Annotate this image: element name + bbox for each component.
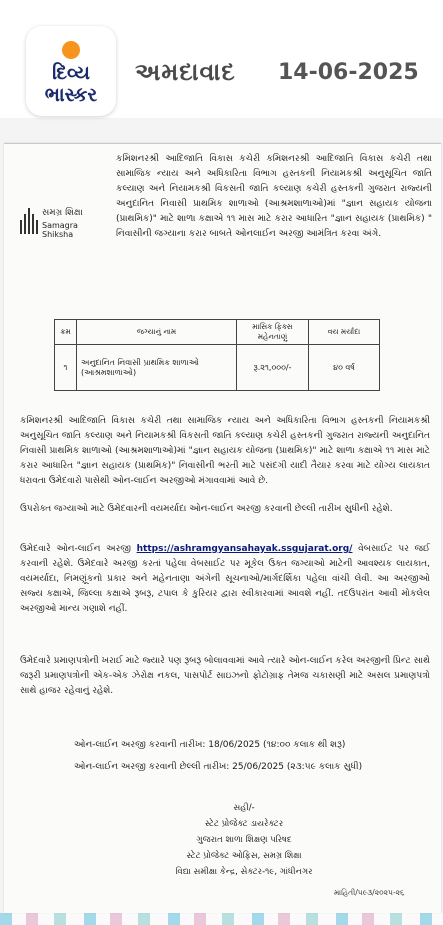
table-header-cell: જગ્યાનું નામ xyxy=(77,320,237,345)
application-end-date: ઓન-લાઈન અરજી કરવાની છેલ્લી તારીખ: 25/06/2025 (૨૩:૫૯ કલાક સુધી) xyxy=(74,762,363,772)
notice-paragraph-2: ઉપરોક્ત જગ્યાઓ માટે ઉમેદવારની વયમર્યાદા ઓન-લાઈન અરજી કરવાની છેલ્લી તારીખ સુધીની રહેશે. xyxy=(20,504,393,514)
table-header-cell: વય મર્યાદા xyxy=(309,320,380,345)
application-website-link[interactable]: https://ashramgyansahayak.ssgujarat.org/ xyxy=(136,544,353,554)
signatory-address: વિદ્યા સમીક્ષા કેન્દ્ર, સેક્ટર-૧૯, ગાંધીનગર xyxy=(175,867,313,877)
notice-reference-number: માહિતી/૫૯૩/૨૦૨૫-૨૬ xyxy=(334,888,405,897)
table-header-cell: ક્રમ xyxy=(55,320,77,345)
signatory-council: ગુજરાત શાળા શિક્ષણ પરિષદ xyxy=(196,835,292,845)
edition-date: 14-06-2025 xyxy=(278,60,419,85)
post-details-table xyxy=(54,319,380,391)
divya-bhaskar-logo[interactable] xyxy=(26,26,116,116)
notice-paragraph-3 xyxy=(20,542,430,617)
paragraph-3-body: વેબસાઈટ પર જઈ કરવાની રહેશે. ઉમેદવારે અરજી કરતાં પહેલા વેબસાઈટ પર મૂકેલ ઉક્ત જગ્યાઓ માટેની આવશ્યક લાયકાત, વયમર્યાદા, નિમણૂંકનો પ્રકાર અને મહેનતાણા અંગેની સૂચનાઓ/માર્ગદર્શિકા પહેલા વાંચી લેવી. આ અરજીઓ સજ્ય કક્ષાએ, જિલ્લા કક્ષાએ રૂબરૂ, ટપાલ કે કુરિયર દ્વારા સ્વીકારવામાં આવશે નહીં. તદઉપરાંત આવી મોકલેલ અરજીઓ માન્ય ગણાશે નહીં. xyxy=(20,544,430,614)
advertisement-notice xyxy=(4,143,441,913)
edition-city: અમદાવાદ xyxy=(135,58,236,86)
paragraph-3-lead: ઉમેદવારે ઓન-લાઈન અરજી xyxy=(20,544,131,554)
signatory-office: સ્ટેટ પ્રોજેક્ટ ઓફિસ, સમગ્ર શિક્ષા xyxy=(186,851,302,861)
table-cell-pay: રૂ.૨૧,૦૦૦/- xyxy=(237,345,309,391)
notice-subject: કમિશનરશ્રી આદિજાતિ વિકાસ કચેરી કમિશનરશ્રી આદિજાતિ વિકાસ કચેરી તથા સામાજિક ન્યાય અને અધિકારિતા વિભાગ હસ્તકની નિયામકશ્રી અનુસૂચિત જાતિ કલ્યાણ અને નિયામકશ્રી વિકસતી જાતિ કલ્યાણ કચેરી હસ્તકની ગુજરાત રાજ્યની અનુદાનિત નિવાસી પ્રાથમિક શાળાઓ (આશ્રમશાળાઓ)માં "જ્ઞાન સહાયક યોજના (પ્રાથમિક)" માટે શાળા કક્ષાએ ૧૧ માસ માટે કરાર આધારિત "જ્ઞાન સહાયક (પ્રાથમિક) " નિવાસીની જગ્યાના કરાર બાબતે ઓનલાઈન અરજી આમંત્રિત કરવા અંગે. xyxy=(116,154,432,239)
signature-line: સહી/- xyxy=(233,803,255,813)
notice-paragraph-1: કમિશનરશ્રી આદિજાતિ વિકાસ કચેરી તથા સામાજિક ન્યાય અને અધિકારિતા વિભાગ હસ્તકની નિયામકશ્રી અનુસૂચિત જાતિ કલ્યાણ અને નિયામકશ્રી વિકસતી જાતિ કલ્યાણ કચેરી હસ્તકની ગુજરાત રાજ્યની અનુદાનિત નિવાસી પ્રાથમિક શાળાઓ (આશ્રમશાળાઓ)માં "જ્ઞાન સહાયક યોજના (પ્રાથમિક)" માટે શાળા કક્ષાએ ૧૧ માસ માટે કરાર આધારિત "જ્ઞાન સહાયક (પ્રાથમિક)" નિવાસીની ભરતી માટે પસંદગી યાદી તૈયાર કરવા માટે યોગ્ય લાયકાત ધરાવતા ઉમેદવારો પાસેથી ઓન-લાઈન અરજીઓ મંગાવવામાં આવે છે. xyxy=(20,416,430,486)
table-cell-post-name: અનુદાનિત નિવાસી પ્રાથમિક શાળાઓ (આશ્રમશાળાઓ) xyxy=(77,345,237,391)
application-start-date: ઓન-લાઈન અરજી કરવાની તારીખ: 18/06/2025 (૧૪:૦૦ કલાક થી શરૂ) xyxy=(74,740,346,750)
samagra-name-english: Samagra Shiksha xyxy=(42,221,78,239)
table-header-row xyxy=(55,320,380,345)
logo-text-line2: ભાસ્કર xyxy=(44,84,98,106)
table-cell-sr: ૧ xyxy=(55,345,77,391)
table-cell-age: ૪૦ વર્ષ xyxy=(309,345,380,391)
table-header-cell: માસિક ફિક્સ મહેનતાણું xyxy=(237,320,309,345)
samagra-shiksha-logo xyxy=(20,206,108,242)
notice-paragraph-4: ઉમેદવારે પ્રમાણપત્રોની ખરાઈ માટે જ્યારે પણ રૂબરૂ બોલાવવામાં આવે ત્યારે ઓન-લાઈન કરેલ અરજીની પ્રિન્ટ સાથે જરૂરી પ્રમાણપત્રોની એક-એક ઝેરોક્ષ નકલ, પાસપોર્ટ સાઇઝનો ફોટોગ્રાફ તેમજ ચકાસણી માટે અસલ પ્રમાણપત્રો સાથે હાજર રહેવાનું રહેશે. xyxy=(20,656,430,696)
decorative-bottom-strip xyxy=(0,913,443,925)
samagra-name-gujarati: સમગ્ર શિક્ષા xyxy=(42,208,83,218)
logo-text-line1: દિવ્ય xyxy=(52,62,90,84)
signatory-block xyxy=(144,800,344,880)
logo-sun-dot xyxy=(62,41,80,59)
signatory-title: સ્ટેટ પ્રોજેક્ટ ડાયરેક્ટર xyxy=(204,819,284,829)
samagra-shiksha-icon xyxy=(20,208,38,234)
table-row xyxy=(55,345,380,391)
app-header xyxy=(0,0,443,118)
